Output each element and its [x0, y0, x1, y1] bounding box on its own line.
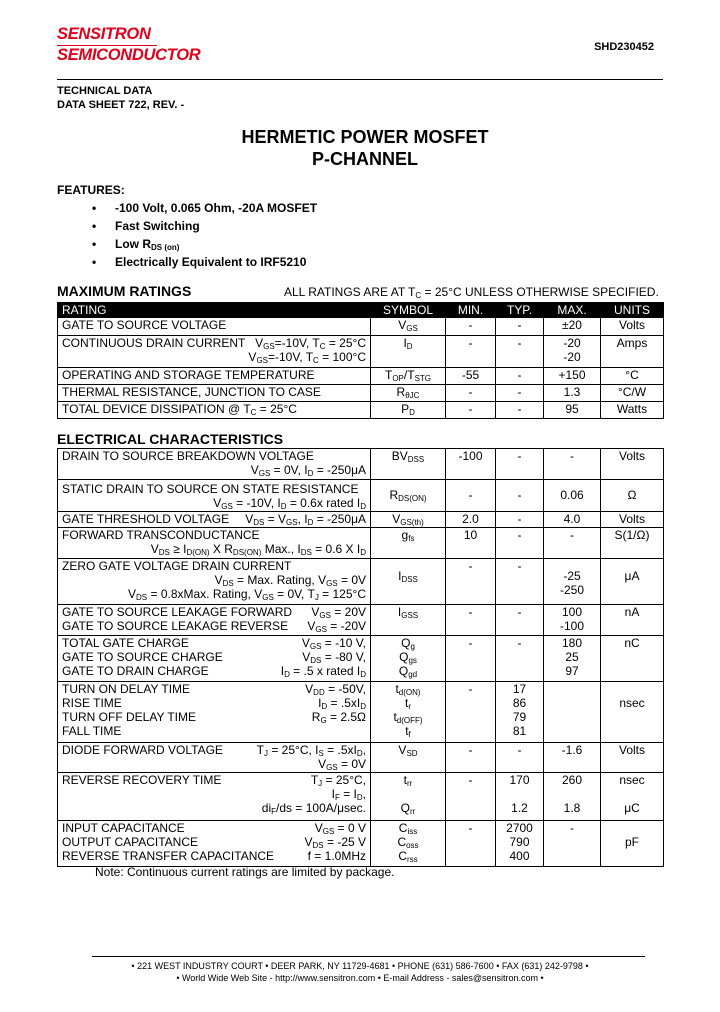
ratings-condition-note: ALL RATINGS ARE AT $T_C = 25^\circ C$ UNLESS OTHERWISE SPECIFIED. — [284, 285, 659, 300]
features-heading: FEATURES: — [57, 183, 125, 197]
table-row: TURN ON DELAY TIME $V_{DD} = -50V$, RISE TIME $I_D = .5xI_D$ TURN OFF DELAY TIME $R_G = 2.5\Omega$ FALL TIME $t_{d(ON)}$ $t_r$ $t_{d(OFF)}$ $t_f$ - 17 86 79 81 nsec — [58, 682, 664, 743]
footnote: Note: Continuous current ratings are limited by package. — [95, 865, 395, 879]
title-line-1: HERMETIC POWER MOSFET — [241, 127, 489, 147]
table-row: STATIC DRAIN TO SOURCE ON STATE RESISTANCE $V_{GS} = -10V$, $I_D = 0.6x$ rated $I_D$ $R_{DS(ON)}$ - - 0.06 Ω — [58, 480, 664, 512]
table-row: INPUT CAPACITANCE $V_{GS} = 0$ V OUTPUT CAPACITANCE $V_{DS} = -25$ V REVERSE TRANSFER CAPACITANCE f = 1.0MHz $C_{iss}$ $C_{oss}$ $C_{rss}$ - 2700 790 400 - pF — [58, 821, 664, 867]
list-item: • Fast Switching — [92, 218, 317, 236]
electrical-table — [57, 448, 664, 867]
table-row: DRAIN TO SOURCE BREAKDOWN VOLTAGE $V_{GS} = 0V$, $I_D = -250\mu A$ $BV_{DSS}$ -100 - - Volts — [58, 449, 664, 480]
header-rule — [57, 79, 663, 80]
table-row: GATE TO SOURCE LEAKAGE FORWARD $V_{GS} = 20V$ GATE TO SOURCE LEAKAGE REVERSE $V_{GS} = -20V$ $I_{GSS}$ - - 100 -100 nA — [58, 605, 664, 636]
tech-data-label: TECHNICAL DATA — [57, 85, 153, 97]
table-row: FORWARD TRANSCONDUCTANCE $V_{DS} \ge I_{D(ON)}$ X $R_{DS(ON)}$ Max., $I_{DS} = 0.6$ X $I_D$ $g_{fs}$ 10 - - S(1/Ω) — [58, 528, 664, 559]
technical-data-block — [57, 84, 184, 112]
features-list — [92, 200, 317, 272]
list-item: • -100 Volt, 0.065 Ohm, -20A MOSFET — [92, 200, 317, 218]
table-header-row: RATING SYMBOL MIN. TYP. MAX. UNITS — [58, 303, 664, 318]
table-row: REVERSE RECOVERY TIME $T_J = 25^\circ C$, $I_F = I_D$, $di_F/ds = 100A/\mu\sec$. $t_{rr}$ $Q_{rr}$ - 170 1.2 260 1.8 nsec μC — [58, 773, 664, 821]
max-ratings-table — [57, 302, 664, 419]
table-row: GATE THRESHOLD VOLTAGE $V_{DS} = V_{GS}$, $I_D = -250\mu A$ $V_{GS(th)}$ 2.0 - 4.0 Volts — [58, 512, 664, 528]
footer-web: • World Wide Web Site - http://www.sensitron.com • E-mail Address - sales@sensitron.com • — [176, 973, 544, 983]
max-ratings-heading: MAXIMUM RATINGS — [57, 283, 192, 299]
table-row: THERMAL RESISTANCE, JUNCTION TO CASE $R_{\theta JC}$ - - 1.3 °C/W — [58, 385, 664, 402]
title-line-2: P-CHANNEL — [312, 149, 418, 169]
table-row: TOTAL DEVICE DISSIPATION @ $T_C = 25^\circ C$ $P_D$ - - 95 Watts — [58, 402, 664, 419]
electrical-heading: ELECTRICAL CHARACTERISTICS — [57, 431, 284, 447]
table-row: CONTINUOUS DRAIN CURRENT $V_{GS}=-10V$, $T_C = 25^\circ C$ $V_{GS}=-10V$, $T_C = 100^\circ C$ $I_D$ - - -20 -20 Amps — [58, 336, 664, 368]
table-row: DIODE FORWARD VOLTAGE $T_J = 25^\circ C$, $I_S = .5xI_D$, $V_{GS} = 0V$ $V_{SD}$ - - -1.6 Volts — [58, 743, 664, 773]
datasheet-label: DATA SHEET 722, REV. - — [57, 99, 185, 111]
table-row: OPERATING AND STORAGE TEMPERATURE $T_{OP}/T_{STG}$ -55 - +150 °C — [58, 368, 664, 385]
table-row: TOTAL GATE CHARGE $V_{GS} = -10$ V, GATE TO SOURCE CHARGE $V_{DS} = -80$ V, GATE TO DRAIN CHARGE $I_D = .5$ x rated $I_D$ $Q_g$ $Q_{gs}$ $Q_{gd}$ - - 180 25 97 nC — [58, 636, 664, 682]
list-item: • Low $R_{DS (on)}$ — [92, 236, 317, 254]
list-item: • Electrically Equivalent to IRF5210 — [92, 254, 317, 272]
page-title — [0, 126, 720, 170]
logo-line-1: SENSITRON — [57, 25, 157, 46]
logo-line-2: SEMICONDUCTOR — [57, 46, 201, 64]
footer-address: • 221 WEST INDUSTRY COURT • DEER PARK, NY 11729-4681 • PHONE (631) 586-7600 • FAX (631) 242-9798 • — [131, 961, 589, 971]
document-id: SHD230452 — [594, 41, 654, 53]
table-row: ZERO GATE VOLTAGE DRAIN CURRENT $V_{DS}$ = Max. Rating, $V_{GS} = 0V$ $V_{DS}$ = 0.8xMax. Rating, $V_{GS} = 0V$, $T_J = 125^\circ C$ $I_{DSS}$ - - -25 -250 μA — [58, 559, 664, 605]
table-row: GATE TO SOURCE VOLTAGE $V_{GS}$ - - ±20 Volts — [58, 318, 664, 336]
company-logo — [57, 25, 200, 65]
footer-rule — [92, 956, 645, 957]
